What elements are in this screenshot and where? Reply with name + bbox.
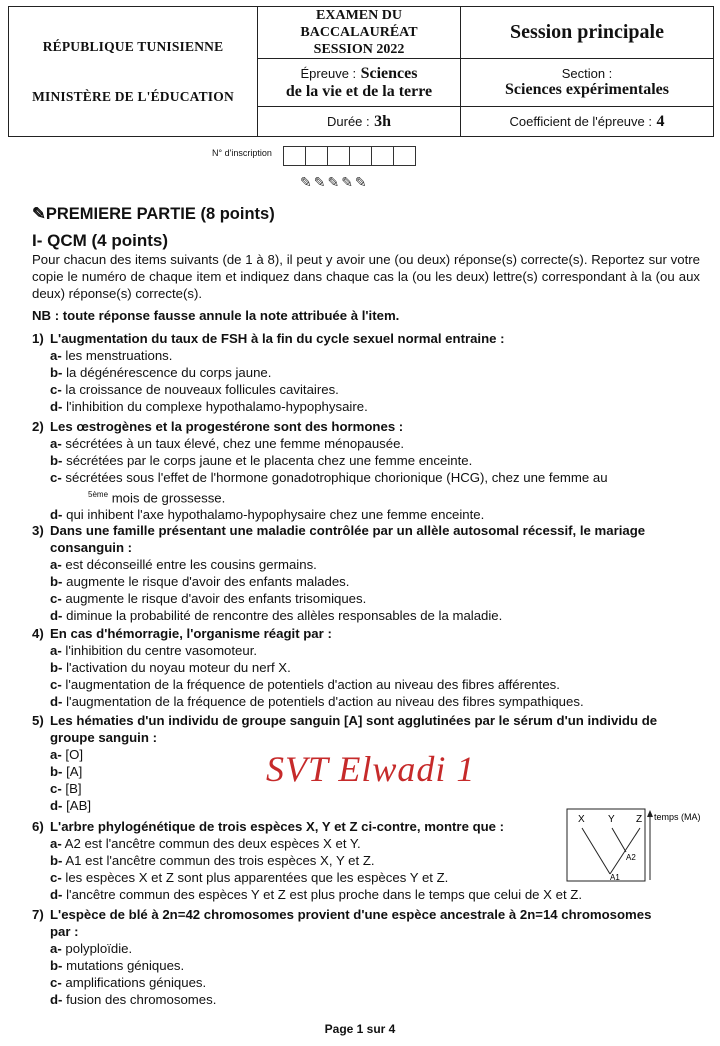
exam-cell xyxy=(258,7,461,59)
epreuve-value-1: Sciences xyxy=(360,64,418,82)
tree-branch-x xyxy=(582,828,610,874)
exam-session: SESSION 2022 xyxy=(313,42,405,57)
part-title: ✎PREMIERE PARTIE (8 points) xyxy=(32,205,275,223)
question-2: 2) Les œstrogènes et la progestérone sont des hormones : a- sécrétées à un taux élevé, chez une femme ménopausée. b- sécrétées par le corps jaune et le placenta chez une femme enceinte. c- sécrétées sous l'effet de l'hormone gonadotrophique chorionique (HCG), chez une femme au $^{5ème}$ mois de grossesse. d- qui inhibent l'axe hypothalamo-hypophysaire chez une femme enceinte. xyxy=(32,419,608,523)
time-axis-arrow xyxy=(647,810,653,817)
institution-cell xyxy=(9,7,258,137)
tree-label-y: Y xyxy=(608,814,615,825)
pencil-icons: ✎✎✎✎✎ xyxy=(300,174,369,190)
duree-label: Durée : xyxy=(327,113,370,129)
epreuve-label: Épreuve : xyxy=(300,65,357,81)
ministry-label: MINISTÈRE DE L'ÉDUCATION xyxy=(32,88,234,104)
tree-label-a2: A2 xyxy=(626,853,636,862)
inscription-box[interactable] xyxy=(283,146,306,166)
duree-cell xyxy=(258,107,461,137)
tree-label-a1: A1 xyxy=(610,873,620,882)
republic-label: RÉPUBLIQUE TUNISIENNE xyxy=(42,38,224,54)
inscription-box[interactable] xyxy=(349,146,372,166)
inscription-box[interactable] xyxy=(305,146,328,166)
question-6: 6) L'arbre phylogénétique de trois espèces X, Y et Z ci-contre, montre que : a- A2 est l'ancêtre commun des deux espèces X et Y. b- A1 est l'ancêtre commun des trois espèces X, Y et Z. c- les espèces X et Z sont plus apparentées que les espèces Y et Z. d- l'ancêtre commun des espèces Y et Z est plus proche dans le temps que celui de X et Z. xyxy=(32,819,583,902)
epreuve-cell xyxy=(258,59,461,107)
page-number: Page 1 sur 4 xyxy=(324,1022,396,1036)
section-cell xyxy=(461,59,714,107)
section-label: Section : xyxy=(561,66,613,81)
nb-note: NB : toute réponse fausse annule la note attribuée à l'item. xyxy=(32,308,400,323)
inscription-label: N° d'inscription xyxy=(212,148,272,158)
time-axis-label: temps (MA) xyxy=(654,812,701,822)
exam-header xyxy=(8,6,714,137)
coef-value: 4 xyxy=(656,112,665,130)
pencil-icon: ✎ xyxy=(32,205,46,223)
instructions: Pour chacun des items suivants (de 1 à 8), il peut y avoir une (ou deux) réponse(s) correcte(s). Reportez sur votre copie le numéro de chaque item et indiquez dans chaque cas la (ou les deux) lettre(s) correspondant à la (ou aux deux) réponse(s) correcte(s). xyxy=(32,252,700,301)
inscription-box[interactable] xyxy=(393,146,416,166)
inscription-box[interactable] xyxy=(371,146,394,166)
exam-title: EXAMEN DU BACCALAURÉAT xyxy=(300,8,418,40)
question-5: 5) Les hématies d'un individu de groupe sanguin [A] sont agglutinées par le sérum d'un individu de groupe sanguin : a- [O] b- [A] c- [B] d- [AB] xyxy=(32,713,658,813)
tree-label-x: X xyxy=(578,814,585,825)
phylogenetic-tree xyxy=(566,808,714,884)
coef-cell xyxy=(461,107,714,137)
epreuve-value-2: de la vie et de la terre xyxy=(285,82,433,100)
tree-label-z: Z xyxy=(636,814,643,825)
qcm-title: I- QCM (4 points) xyxy=(32,231,168,250)
inscription-boxes[interactable] xyxy=(284,146,416,166)
tree-branch-y xyxy=(612,828,626,852)
session-label: Session principale xyxy=(510,21,664,43)
question-3: 3) Dans une famille présentant une maladie contrôlée par un allèle autosomal récessif, le mariage consanguin : a- est déconseillé entre les cousins germains. b- augmente le risque d'avoir des enfants malades. c- augmente le risque d'avoir des enfants trisomiques. d- diminue la probabilité de rencontre des allèles responsables de la maladie. xyxy=(32,523,646,623)
question-7: 7) L'espèce de blé à 2n=42 chromosomes provient d'une espèce ancestrale à 2n=14 chromosomes par : a- polyploïdie. b- mutations géniques. c- amplifications géniques. d- fusion des chromosomes. xyxy=(32,907,652,1007)
question-4: 4) En cas d'hémorragie, l'organisme réagit par : a- l'inhibition du centre vasomoteur. b- l'activation du noyau moteur du nerf X. c- l'augmentation de la fréquence de potentiels d'action au niveau des fibres afférentes. d- l'augmentation de la fréquence de potentiels d'action au niveau des fibres sympathiques. xyxy=(32,626,584,709)
section-value: Sciences expérimentales xyxy=(505,81,669,98)
session-cell xyxy=(461,7,714,59)
question-1: 1) L'augmentation du taux de FSH à la fin du cycle sexuel normal entraine : a- les menstruations. b- la dégénérescence du corps jaune. c- la croissance de nouveaux follicules cavitaires. d- l'inhibition du complexe hypothalamo-hypophysaire. xyxy=(32,331,505,414)
duree-value: 3h xyxy=(374,112,391,130)
inscription-box[interactable] xyxy=(327,146,350,166)
watermark: SVT Elwadi 1 xyxy=(266,749,476,789)
coef-label: Coefficient de l'épreuve : xyxy=(509,113,652,129)
